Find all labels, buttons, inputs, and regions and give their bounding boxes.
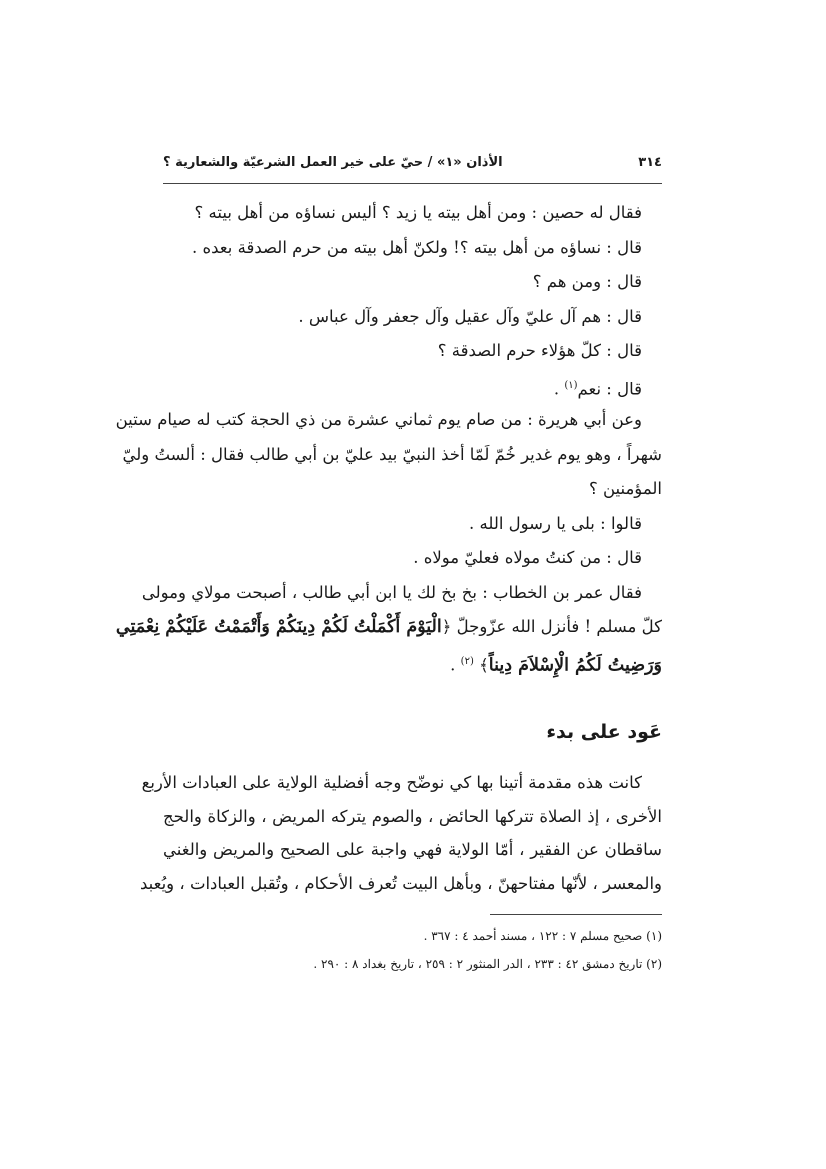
text-line (163, 369, 662, 404)
footnote: (١) صحيح مسلم ٧ : ١٢٢ ، مسند أحمد ٤ : ٣٦٧ . (423, 929, 662, 943)
text-line: قال : هم آل عليّ وآل عقيل وآل جعفر وآل عباس . (298, 306, 642, 326)
text-line: شهراً ، وهو يوم غدير خُمّ لَمّا أخذ النبيّ بيد عليّ بن أبي طالب فقال : ألستُ وليّ (122, 444, 662, 464)
page-number: ٣١٤ (638, 155, 662, 170)
running-title: الأذان «١» / حيّ على خير العمل الشرعيّة والشعارية ؟ (163, 155, 503, 170)
text-span: قال : نعم (577, 379, 642, 398)
text-line: قال : نساؤه من أهل بيته ؟! ولكنّ أهل بيته من حرم الصدقة بعده . (192, 237, 642, 257)
footnote-ref-2: (٢) (460, 655, 474, 667)
text-span: . (553, 379, 560, 398)
text-line: المؤمنين ؟ (588, 479, 662, 498)
text-line: وعن أبي هريرة : من صام يوم ثماني عشرة من ذي الحجة كتب له صيام ستين (115, 410, 642, 429)
text-span: كلّ مسلم ! فأنزل الله عزّوجلّ ﴿ (441, 617, 662, 636)
footnotes (163, 922, 662, 978)
text-line: فقال له حصين : ومن أهل بيته يا زيد ؟ أليس نساؤه من أهل بيته ؟ (194, 203, 642, 222)
footnote-ref-1: (١) (564, 379, 578, 391)
running-header (163, 155, 662, 181)
quran-verse: وَرَضِيتُ لَكُمُ الْإِسْلاَمَ دِيناً (488, 655, 662, 675)
text-span: . (450, 655, 456, 674)
text-line: قال : من كنتُ مولاه فعليّ مولاه . (413, 548, 642, 567)
text-line (163, 645, 662, 680)
text-line: قال : كلّ هؤلاء حرم الصدقة ؟ (437, 341, 642, 360)
text-line (115, 610, 662, 645)
section-text (139, 766, 662, 900)
footnote-rule (490, 914, 662, 915)
footnote: (٢) تاريخ دمشق ٤٢ : ٢٣٣ ، الدر المنثور ٢ : ٢٥٩ ، تاريخ بغداد ٨ : ٢٩٠ . (313, 957, 662, 971)
text-line: والمعسر ، لأنّها مفتاحهنّ ، وبأهل البيت تُعرف الأحكام ، وتُقبل العبادات ، ويُعبد (139, 873, 662, 893)
section-heading: عَود على بدء (546, 721, 662, 743)
header-rule (163, 183, 662, 184)
book-page (115, 0, 662, 1169)
text-line: قال : ومن هم ؟ (532, 272, 642, 291)
text-span: ﴾ (479, 655, 489, 674)
text-line: قالوا : بلى يا رسول الله . (469, 513, 642, 533)
quran-verse: الْيَوْمَ أَكْمَلْتُ لَكُمْ دِينَكُمْ وَأَتْمَمْتُ عَلَيْكُمْ نِعْمَتِي (115, 617, 442, 637)
text-line: ساقطان عن الفقير ، أمّا الولاية فهي واجبة على الصحيح والمريض والغني (163, 840, 662, 859)
text-line: فقال عمر بن الخطاب : بخ بخ لك يا ابن أبي طالب ، أصبحت مولاي ومولى (141, 582, 642, 602)
text-line: كانت هذه مقدمة أتينا بها كي نوضّح وجه أفضلية الولاية على العبادات الأربع (141, 773, 642, 792)
text-line: الأخرى ، إذ الصلاة تتركها الحائض ، والصوم يتركه المريض ، والزكاة والحج (163, 806, 662, 826)
main-text (115, 196, 662, 679)
